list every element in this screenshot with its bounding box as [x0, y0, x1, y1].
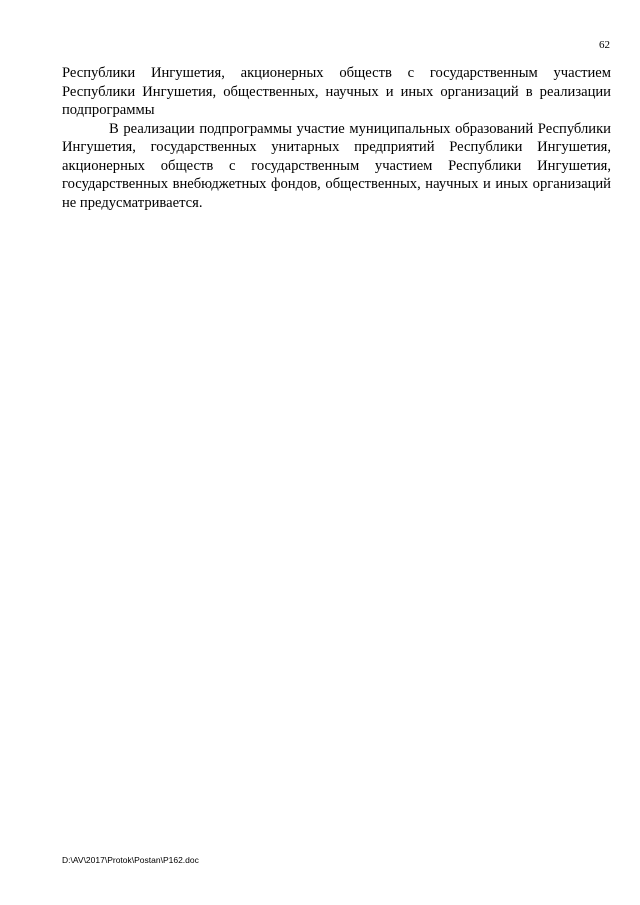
document-body — [62, 64, 611, 212]
footer-file-path: D:\AV\2017\Protok\Postan\P162.doc — [62, 855, 199, 865]
page-number: 62 — [599, 39, 610, 51]
paragraph-participation: В реализации подпрограммы участие муниципальных образований Республики Ингушетия, государственных унитарных предприятий Республики Ингушетия, акционерных обществ с государственным участием Республики Ингушетия, государственных внебюджетных фондов, общественных, научных и иных организаций не предусматривается. — [62, 120, 611, 211]
paragraph-continuation: Республики Ингушетия, акционерных обществ с государственным участием Республики Ингушетия, общественных, научных и иных организаций в реализации подпрограммы — [62, 65, 611, 118]
